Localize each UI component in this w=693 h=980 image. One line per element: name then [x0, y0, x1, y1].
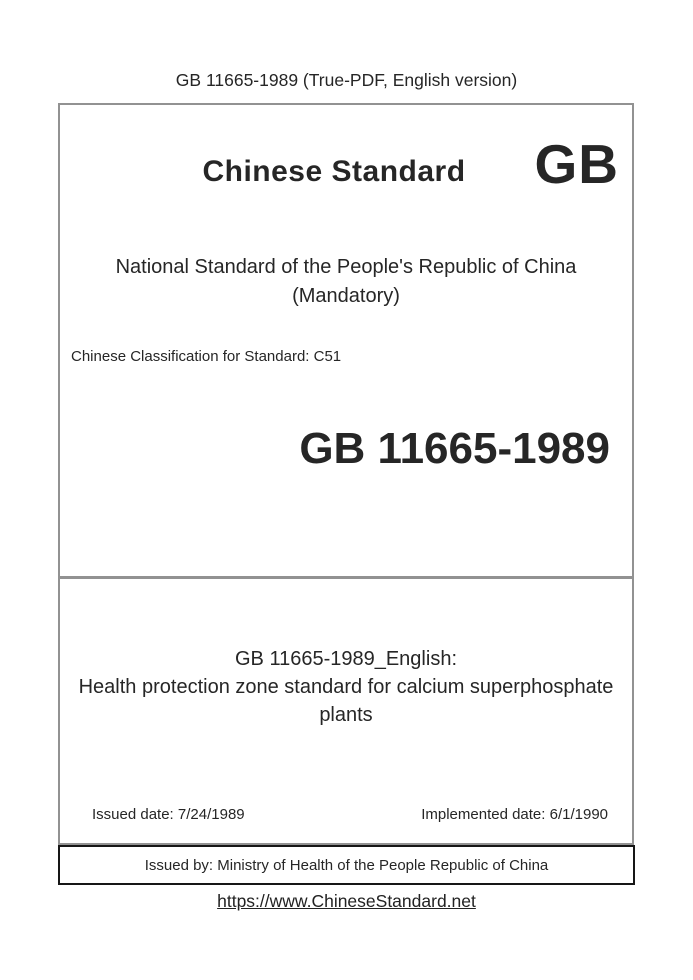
national-standard-line: National Standard of the People's Republic of China — [115, 256, 577, 278]
mandatory-line: (Mandatory) — [292, 285, 400, 307]
cover-title: Chinese Standard — [202, 155, 466, 188]
english-title-line3: plants — [319, 704, 373, 726]
gb-logo: GB — [534, 133, 619, 195]
dates-row — [60, 805, 632, 825]
section-divider — [60, 576, 632, 579]
website-link[interactable]: https://www.ChineseStandard.net — [217, 891, 476, 911]
cover-frame — [58, 103, 634, 845]
issued-date: Issued date: 7/24/1989 — [92, 806, 245, 823]
implemented-date: Implemented date: 6/1/1990 — [421, 806, 608, 823]
national-standard-block — [60, 253, 632, 311]
english-title-line1: GB 11665-1989_English: — [234, 648, 457, 670]
footer — [0, 891, 693, 912]
document-header-title: GB 11665-1989 (True-PDF, English version) — [175, 70, 518, 90]
classification-code: Chinese Classification for Standard: C51 — [71, 348, 342, 365]
english-title-block — [60, 645, 632, 729]
issued-by-text: Issued by: Ministry of Health of the People Republic of China — [144, 856, 549, 874]
standard-number: GB 11665-1989 — [299, 424, 610, 473]
issuer-box — [58, 845, 635, 885]
english-title-line2: Health protection zone standard for calcium superphosphate — [78, 676, 614, 698]
